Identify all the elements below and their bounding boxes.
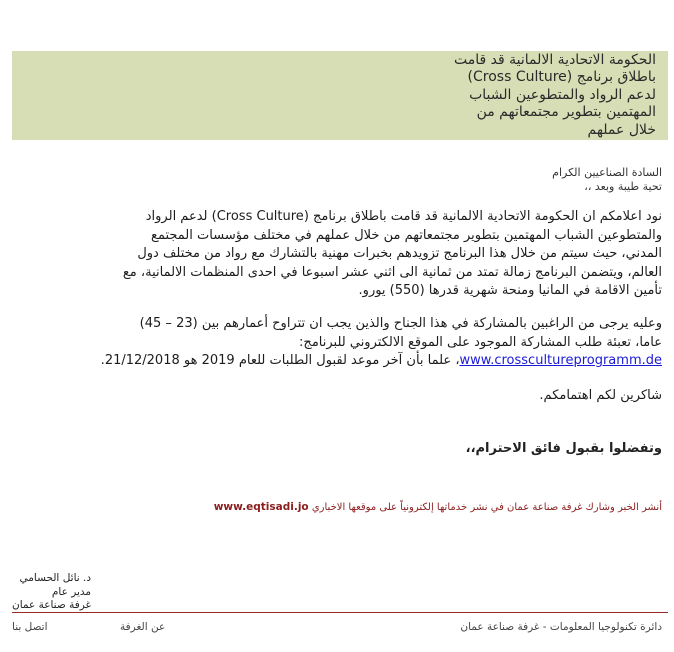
salutation-line-2: تحية طيبة وبعد ،، (584, 180, 662, 193)
title-line-1: الحكومة الاتحادية الالمانية قد قامت (453, 52, 656, 68)
footer-about-link[interactable]: عن الغرفة (120, 621, 166, 633)
title-line-2: باطلاق برنامج (Cross Culture) (467, 69, 656, 86)
paragraph-1-line: العالم، ويتضمن البرنامج زمالة تمتد من ثمانية الى اثني عشر اسبوعا في احدى المنظمات الالمانية، مع (122, 264, 662, 280)
thanks-line: شاكرين لكم اهتمامكم. (539, 388, 662, 403)
signature-name: د. نائل الحسامي (19, 572, 92, 584)
footer-divider (12, 612, 668, 613)
program-website-link[interactable]: www.crosscultureprogramm.de (459, 353, 662, 368)
paragraph-1-line: والمتطوعين الشباب المهتمين بتطوير مجتمعاتهم من خلال عملهم في مختلف مؤسسات المجتمع (151, 227, 662, 243)
paragraph-2 (101, 315, 662, 371)
title-line-5: خلال عملهم (587, 121, 656, 138)
paragraph-2-line-1: وعليه يرجى من الراغبين بالمشاركة في هذا الجناح والذين يجب ان تتراوح أعمارهم بين (23 – 45) (139, 316, 662, 331)
title-box (12, 51, 668, 140)
footer-department: دائرة تكنولوجيا المعلومات - غرفة صناعة عمان (460, 621, 662, 633)
paragraph-2-line-3-rest: ، علما بأن آخر موعد لقبول الطلبات للعام 2019 هو 21/12/2018. (100, 353, 460, 368)
signature (12, 572, 91, 613)
paragraph-1-line: تأمين الاقامة في المانيا ومنحة شهرية قدرها (550) يورو. (358, 283, 662, 298)
title-line-4: المهتمين بتطوير مجتمعاتهم من (476, 104, 656, 121)
title-line-3: لدعم الرواد والمتطوعين الشباب (469, 86, 656, 103)
paragraph-1 (123, 208, 662, 301)
paragraph-1-line: نود اعلامكم ان الحكومة الاتحادية الالمانية قد قامت باطلاق برنامج (Cross Culture) لدعم الرواد (145, 209, 662, 224)
paragraph-1-line: المدني، حيث سيتم من خلال هذا البرنامج تزويدهم بخبرات مهنية بالتشارك مع رواد من مختلف دول (137, 246, 662, 261)
salutation-line-1: السادة الصناعيين الكرام (552, 166, 662, 179)
salutation (552, 166, 662, 194)
paragraph-2-line-2: عاما، تعبئة طلب المشاركة الموجود على الموقع الالكتروني للبرنامج: (299, 334, 662, 350)
closing-line: وتفضلوا بقبول فائق الاحترام،، (465, 441, 662, 456)
signature-position: مدير عام (51, 585, 92, 598)
promo-line (12, 501, 662, 513)
footer-contact-link[interactable]: اتصل بنا (12, 621, 48, 633)
paragraph-2-line-3 (101, 352, 662, 371)
promo-site-link[interactable]: www.eqtisadi.jo (213, 501, 309, 513)
promo-text: أنشر الخبر وشارك غرفة صناعة عمان في نشر خدماتها إلكترونياً على موقعها الاخباري (311, 502, 662, 513)
signature-organization: غرفة صناعة عمان (12, 599, 92, 611)
